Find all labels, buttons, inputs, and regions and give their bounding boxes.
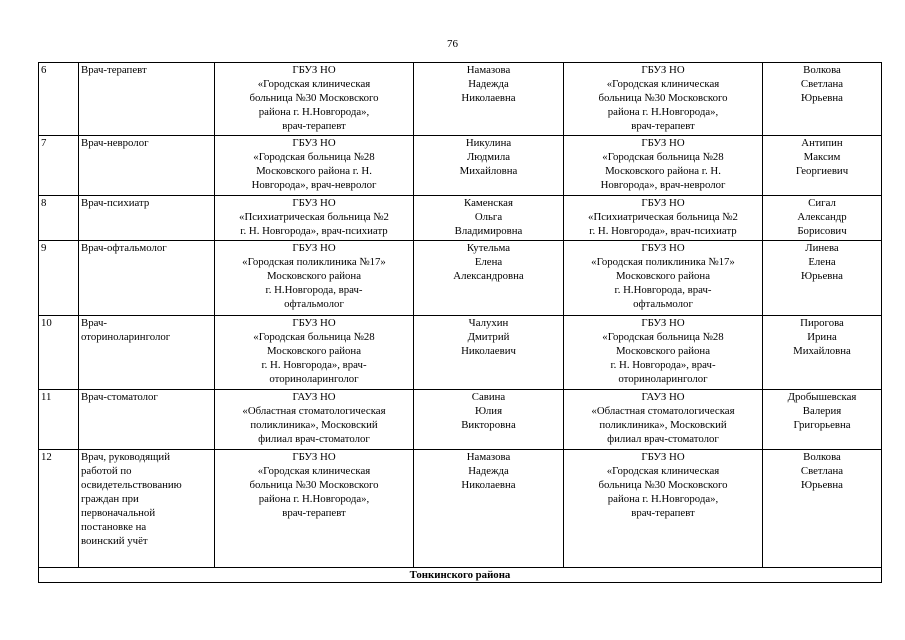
- cell-text-line: «Городская клиническая: [257, 78, 371, 90]
- cell-text-line: ГБУЗ НО: [641, 64, 685, 76]
- commission-member-org-cell: [215, 316, 414, 390]
- cell-text-line: офтальмолог: [633, 298, 693, 310]
- specialty-cell: [79, 63, 215, 136]
- specialty-cell: [79, 241, 215, 316]
- cell-text-line: ГБУЗ НО: [292, 64, 336, 76]
- cell-text-line: воинский учёт: [81, 535, 148, 547]
- reserve-member-name-cell: [763, 63, 882, 136]
- row-number: 10: [39, 316, 79, 390]
- cell-text-line: Волкова: [803, 451, 841, 463]
- cell-text-line: Николаевна: [461, 92, 516, 104]
- cell-text-line: района г. Н.Новгорода»,: [607, 106, 719, 118]
- commission-member-name-cell: [414, 316, 564, 390]
- cell-text-line: Волкова: [803, 64, 841, 76]
- cell-text-line: г. Н. Новгорода», врач-: [261, 359, 367, 371]
- cell-text-line: постановке на: [81, 521, 147, 533]
- cell-text-line: Викторовна: [461, 419, 516, 431]
- cell-text-line: Григорьевна: [793, 419, 851, 431]
- cell-text-line: освидетельствованию: [81, 479, 182, 491]
- cell-text-line: филиал врач-стоматолог: [258, 433, 370, 445]
- cell-text-line: Пирогова: [800, 317, 844, 329]
- cell-text-line: поликлиника», Московский: [250, 419, 378, 431]
- cell-text-line: Чалухин: [468, 317, 509, 329]
- reserve-member-org-cell: [564, 450, 763, 568]
- reserve-member-org-cell: [564, 196, 763, 241]
- cell-text-line: граждан при: [81, 493, 139, 505]
- cell-text-line: больница №30 Московского: [249, 479, 379, 491]
- cell-text-line: Надежда: [468, 465, 509, 477]
- cell-text-line: Дробышевская: [787, 391, 857, 403]
- cell-text-line: Ольга: [474, 211, 503, 223]
- cell-text-line: больница №30 Московского: [598, 479, 728, 491]
- cell-text-line: врач-терапевт: [282, 507, 346, 519]
- table-row: [39, 196, 882, 241]
- cell-text-line: Михайловна: [793, 345, 851, 357]
- reserve-member-name-cell: [763, 241, 882, 316]
- cell-text-line: г. Н. Новгорода», врач-психиатр: [240, 225, 388, 237]
- cell-text-line: ГБУЗ НО: [292, 451, 336, 463]
- cell-text-line: Юрьевна: [801, 92, 843, 104]
- cell-text-line: района г. Н.Новгорода»,: [607, 493, 719, 505]
- cell-text-line: Намазова: [466, 451, 511, 463]
- commission-member-name-cell: [414, 390, 564, 450]
- cell-text-line: Московского района г. Н.: [605, 165, 721, 177]
- cell-text-line: ГБУЗ НО: [641, 451, 685, 463]
- cell-text-line: врач-терапевт: [282, 120, 346, 132]
- cell-text-line: района г. Н.Новгорода»,: [258, 106, 370, 118]
- cell-text-line: Юрьевна: [801, 479, 843, 491]
- cell-text-line: Врач-: [81, 317, 107, 329]
- commission-member-org-cell: [215, 450, 414, 568]
- commission-member-name-cell: [414, 63, 564, 136]
- table-row: [39, 63, 882, 136]
- cell-text-line: Никулина: [465, 137, 512, 149]
- cell-text-line: Московского района г. Н.: [256, 165, 372, 177]
- cell-text-line: Врач-офтальмолог: [81, 242, 167, 254]
- cell-text-line: Савина: [471, 391, 506, 403]
- table-row: [39, 390, 882, 450]
- reserve-member-name-cell: [763, 450, 882, 568]
- cell-text-line: Михайловна: [459, 165, 518, 177]
- specialty-cell: [79, 450, 215, 568]
- cell-text-line: Максим: [803, 151, 841, 163]
- cell-text-line: «Городская поликлиника №17»: [591, 256, 735, 268]
- cell-text-line: Георгиевич: [795, 165, 849, 177]
- cell-text-line: «Городская больница №28: [602, 151, 724, 163]
- cell-text-line: Валерия: [802, 405, 842, 417]
- row-number: 9: [39, 241, 79, 316]
- row-number: 7: [39, 136, 79, 196]
- cell-text-line: Московского района: [266, 345, 361, 357]
- table-row: [39, 450, 882, 568]
- row-number: 11: [39, 390, 79, 450]
- reserve-member-org-cell: [564, 241, 763, 316]
- row-number: 12: [39, 450, 79, 568]
- page-number: 76: [447, 38, 458, 50]
- cell-text-line: Новгорода», врач-невролог: [600, 179, 726, 191]
- cell-text-line: «Областная стоматологическая: [242, 405, 386, 417]
- reserve-member-name-cell: [763, 136, 882, 196]
- cell-text-line: Ирина: [807, 331, 837, 343]
- cell-text-line: Врач-невролог: [81, 137, 149, 149]
- row-number: 6: [39, 63, 79, 136]
- cell-text-line: оториноларинголог: [618, 373, 708, 385]
- cell-text-line: Юлия: [474, 405, 503, 417]
- reserve-member-org-cell: [564, 136, 763, 196]
- cell-text-line: оториноларинголог: [269, 373, 359, 385]
- cell-text-line: оториноларинголог: [81, 331, 171, 343]
- cell-text-line: Врач-терапевт: [81, 64, 147, 76]
- cell-text-line: г. Н. Новгорода», врач-психиатр: [589, 225, 737, 237]
- cell-text-line: Врач-психиатр: [81, 197, 150, 209]
- commission-member-org-cell: [215, 63, 414, 136]
- cell-text-line: Сигал: [808, 197, 836, 209]
- cell-text-line: г. Н. Новгорода», врач-: [610, 359, 716, 371]
- cell-text-line: Антипин: [801, 137, 843, 149]
- commission-member-org-cell: [215, 241, 414, 316]
- cell-text-line: ГБУЗ НО: [641, 197, 685, 209]
- cell-text-line: поликлиника», Московский: [599, 419, 727, 431]
- commission-member-name-cell: [414, 241, 564, 316]
- specialty-cell: [79, 136, 215, 196]
- cell-text-line: Светлана: [800, 78, 844, 90]
- reserve-member-name-cell: [763, 196, 882, 241]
- cell-text-line: Московского района: [615, 270, 710, 282]
- cell-text-line: ГБУЗ НО: [292, 242, 336, 254]
- cell-text-line: Светлана: [800, 465, 844, 477]
- cell-text-line: ГБУЗ НО: [292, 137, 336, 149]
- cell-text-line: Елена: [474, 256, 503, 268]
- specialty-cell: [79, 196, 215, 241]
- cell-text-line: района г. Н.Новгорода»,: [258, 493, 370, 505]
- cell-text-line: г. Н.Новгорода, врач-: [614, 284, 712, 296]
- commission-member-name-cell: [414, 136, 564, 196]
- cell-text-line: ГАУЗ НО: [641, 391, 685, 403]
- cell-text-line: филиал врач-стоматолог: [607, 433, 719, 445]
- cell-text-line: Каменская: [464, 197, 513, 209]
- cell-text-line: «Психиатрическая больница №2: [588, 211, 738, 223]
- cell-text-line: «Городская клиническая: [257, 465, 371, 477]
- cell-text-line: Александр: [797, 211, 847, 223]
- commission-member-name-cell: [414, 196, 564, 241]
- cell-text-line: г. Н.Новгорода, врач-: [265, 284, 363, 296]
- commission-member-org-cell: [215, 390, 414, 450]
- specialty-cell: [79, 390, 215, 450]
- commission-member-org-cell: [215, 196, 414, 241]
- reserve-member-name-cell: [763, 316, 882, 390]
- cell-text-line: ГБУЗ НО: [292, 197, 336, 209]
- commission-member-name-cell: [414, 450, 564, 568]
- cell-text-line: Александровна: [453, 270, 524, 282]
- table-row: [39, 316, 882, 390]
- commission-member-org-cell: [215, 136, 414, 196]
- cell-text-line: Николаевич: [461, 345, 516, 357]
- cell-text-line: Врач-стоматолог: [81, 391, 158, 403]
- reserve-member-name-cell: [763, 390, 882, 450]
- cell-text-line: врач-терапевт: [631, 120, 695, 132]
- cell-text-line: «Городская больница №28: [602, 331, 724, 343]
- section-header-row: [39, 568, 882, 583]
- cell-text-line: Юрьевна: [801, 270, 843, 282]
- cell-text-line: Намазова: [466, 64, 511, 76]
- specialty-cell: [79, 316, 215, 390]
- cell-text-line: первоначальной: [81, 507, 156, 519]
- cell-text-line: Людмила: [466, 151, 511, 163]
- cell-text-line: ГБУЗ НО: [641, 317, 685, 329]
- cell-text-line: Елена: [808, 256, 836, 268]
- cell-text-line: Московского района: [266, 270, 361, 282]
- cell-text-line: «Городская больница №28: [253, 151, 375, 163]
- cell-text-line: врач-терапевт: [631, 507, 695, 519]
- cell-text-line: ГБУЗ НО: [292, 317, 336, 329]
- cell-text-line: «Психиатрическая больница №2: [239, 211, 389, 223]
- cell-text-line: работой по: [81, 465, 132, 477]
- reserve-member-org-cell: [564, 63, 763, 136]
- reserve-member-org-cell: [564, 316, 763, 390]
- cell-text-line: офтальмолог: [284, 298, 344, 310]
- cell-text-line: ГАУЗ НО: [292, 391, 336, 403]
- section-title: Тонкинского района: [39, 568, 882, 583]
- commission-table: [38, 62, 882, 583]
- table-body: [39, 63, 882, 583]
- cell-text-line: «Городская поликлиника №17»: [242, 256, 386, 268]
- cell-text-line: больница №30 Московского: [598, 92, 728, 104]
- cell-text-line: Московского района: [615, 345, 710, 357]
- cell-text-line: Дмитрий: [467, 331, 510, 343]
- cell-text-line: Надежда: [468, 78, 509, 90]
- cell-text-line: «Городская клиническая: [606, 465, 720, 477]
- reserve-member-org-cell: [564, 390, 763, 450]
- cell-text-line: ГБУЗ НО: [641, 242, 685, 254]
- table-row: [39, 241, 882, 316]
- table-row: [39, 136, 882, 196]
- cell-text-line: Врач, руководящий: [81, 451, 170, 463]
- cell-text-line: Линева: [805, 242, 839, 254]
- cell-text-line: ГБУЗ НО: [641, 137, 685, 149]
- row-number: 8: [39, 196, 79, 241]
- cell-text-line: Борисович: [797, 225, 847, 237]
- cell-text-line: Новгорода», врач-невролог: [251, 179, 377, 191]
- cell-text-line: «Областная стоматологическая: [591, 405, 735, 417]
- cell-text-line: Николаевна: [461, 479, 516, 491]
- cell-text-line: «Городская больница №28: [253, 331, 375, 343]
- cell-text-line: Владимировна: [454, 225, 523, 237]
- cell-text-line: Кутельма: [466, 242, 511, 254]
- cell-text-line: больница №30 Московского: [249, 92, 379, 104]
- cell-text-line: «Городская клиническая: [606, 78, 720, 90]
